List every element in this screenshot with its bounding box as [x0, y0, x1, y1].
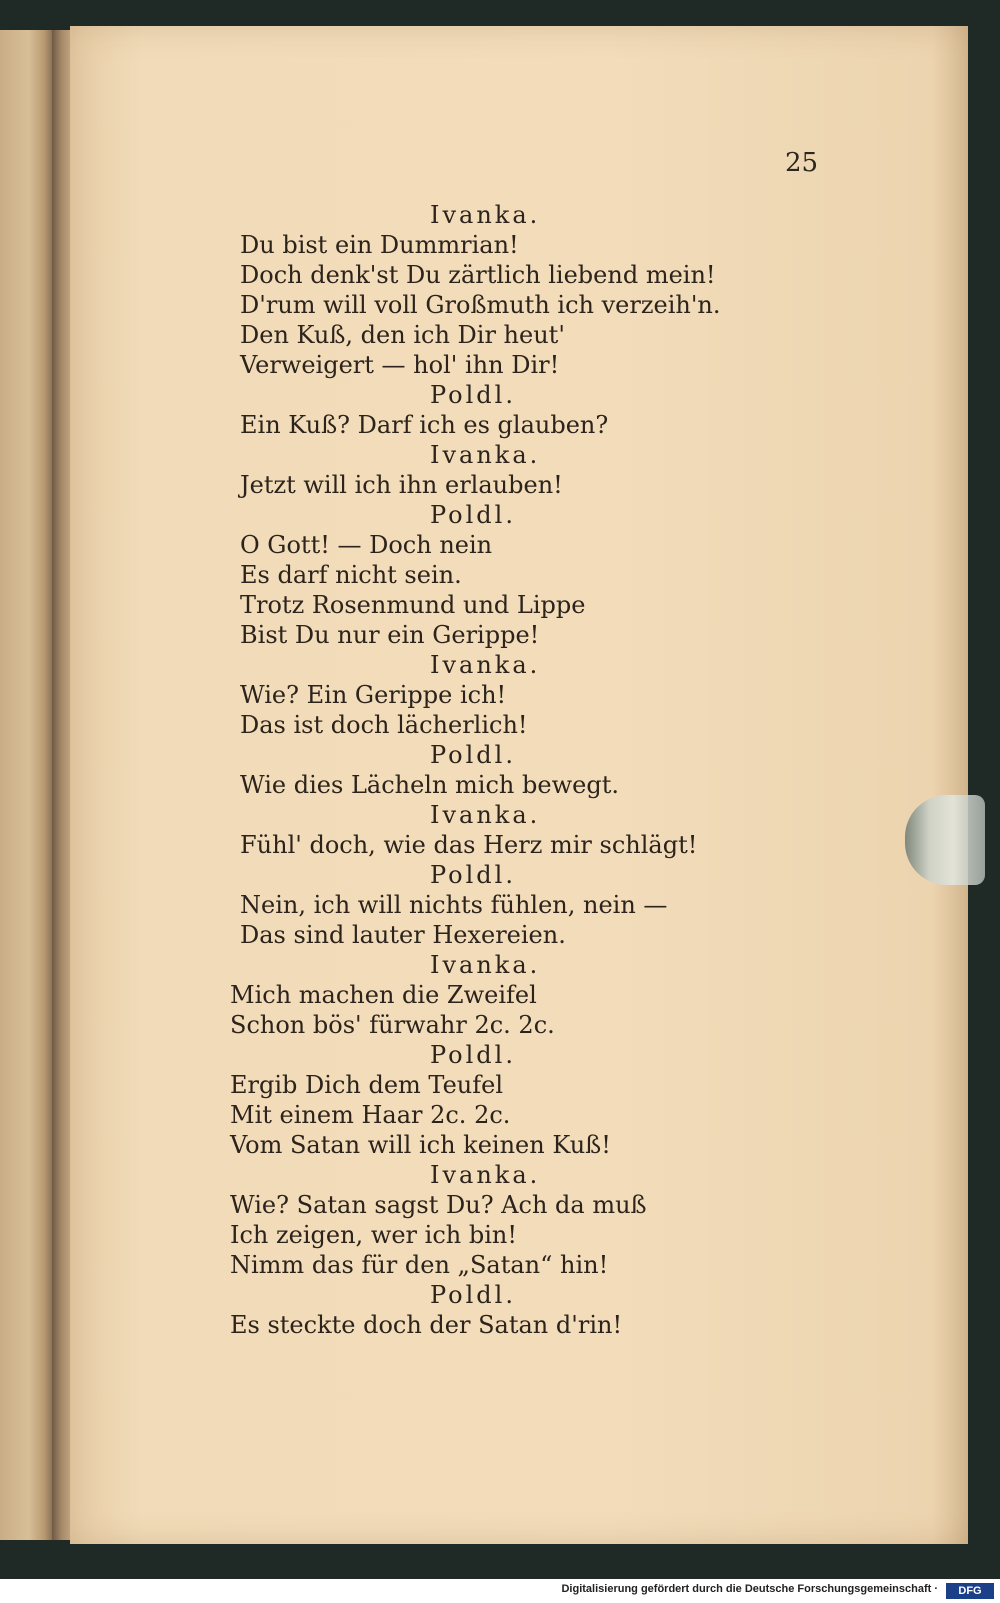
verse-line: Mit einem Haar 2c. 2c. — [230, 1101, 511, 1129]
verse-line: Das sind lauter Hexereien. — [240, 921, 566, 949]
verse-line: D'rum will voll Großmuth ich verzeih'n. — [240, 291, 721, 319]
verse-line: Ich zeigen, wer ich bin! — [230, 1221, 518, 1249]
verse-line: Verweigert — hol' ihn Dir! — [240, 351, 560, 379]
page-number: 25 — [785, 148, 819, 178]
verse-line: Du bist ein Dummrian! — [240, 231, 519, 259]
verse-line: Es steckte doch der Satan d'rin! — [230, 1311, 623, 1339]
speaker-name: Ivanka. — [430, 441, 541, 469]
verse-line: Fühl' doch, wie das Herz mir schlägt! — [240, 831, 698, 859]
verse-line: Mich machen die Zweifel — [230, 981, 537, 1009]
verse-text — [230, 200, 830, 1340]
footer-credit: Digitalisierung gefördert durch die Deutsche Forschungsgemeinschaft · — [561, 1583, 938, 1595]
left-page-edge — [0, 30, 52, 1540]
verse-line: Nimm das für den „Satan“ hin! — [230, 1251, 609, 1279]
speaker-name: Ivanka. — [430, 951, 541, 979]
verse-line: Wie? Satan sagst Du? Ach da muß — [230, 1191, 647, 1219]
verse-line: Nein, ich will nichts fühlen, nein — — [240, 891, 668, 919]
verse-line: Schon bös' fürwahr 2c. 2c. — [230, 1011, 555, 1039]
verse-line: Den Kuß, den ich Dir heut' — [240, 321, 565, 349]
verse-line: O Gott! — Doch nein — [240, 531, 493, 559]
speaker-name: Poldl. — [430, 381, 516, 409]
verse-line: Es darf nicht sein. — [240, 561, 462, 589]
verse-line: Jetzt will ich ihn erlauben! — [240, 471, 563, 499]
speaker-name: Ivanka. — [430, 201, 541, 229]
verse-line: Vom Satan will ich keinen Kuß! — [230, 1131, 611, 1159]
verse-line: Ergib Dich dem Teufel — [230, 1071, 503, 1099]
speaker-name: Ivanka. — [430, 1161, 541, 1189]
speaker-name: Poldl. — [430, 861, 516, 889]
page-clip — [905, 795, 985, 885]
verse-line: Trotz Rosenmund und Lippe — [240, 591, 586, 619]
speaker-name: Poldl. — [430, 741, 516, 769]
speaker-name: Poldl. — [430, 1281, 516, 1309]
speaker-name: Ivanka. — [430, 801, 541, 829]
verse-line: Doch denk'st Du zärtlich liebend mein! — [240, 261, 716, 289]
dfg-logo: DFG — [946, 1583, 994, 1599]
speaker-name: Poldl. — [430, 501, 516, 529]
speaker-name: Poldl. — [430, 1041, 516, 1069]
verse-line: Wie? Ein Gerippe ich! — [240, 681, 507, 709]
verse-line: Bist Du nur ein Gerippe! — [240, 621, 540, 649]
speaker-name: Ivanka. — [430, 651, 541, 679]
footer-bar — [0, 1579, 1000, 1603]
verse-line: Wie dies Lächeln mich bewegt. — [240, 771, 619, 799]
verse-line: Ein Kuß? Darf ich es glauben? — [240, 411, 609, 439]
verse-line: Das ist doch lächerlich! — [240, 711, 528, 739]
